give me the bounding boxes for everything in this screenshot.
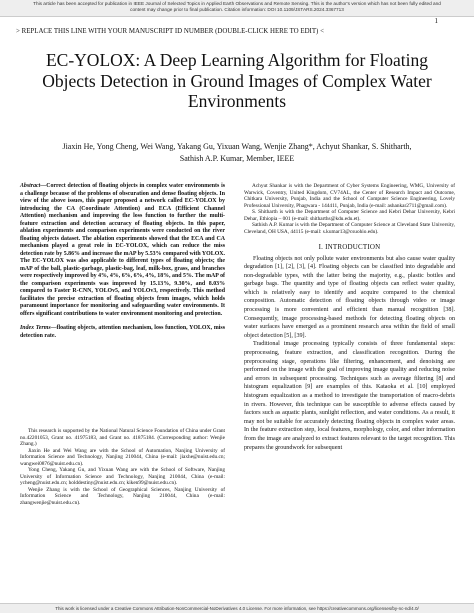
index-terms-text: —floating objects, attention mechanism, loss function, YOLOX, miss detection rate. (20, 325, 225, 339)
header-banner-line2: content may change prior to final publication. Citation information: DOI 10.1109/JSTARS.2024.3367713 (130, 7, 344, 12)
affiliation-footnote: Achyut Shankar is with the Department of Cyber Systems Engineering, WMG, University of Warwick, Coventry, United Kingdom, CV74AL, the Center of Research Impact and Outcome, Chitkara University, Punjab, India and the School of Computer Science Engineering, Lovely Professional University, Phagwara - 144411, Punjab, India (e-mail: ashankar2711@gmail.com). (244, 183, 455, 209)
introduction-body (244, 255, 455, 453)
body-paragraph: Traditional image processing typically consists of three fundamental steps: preprocessing, feature extraction, and classification recognition. During the preprocessing stage, operations like filtering, enhancement, and denoising are performed on the image with the goal of improving image quality and reducing noise and errors in subsequent processing. Techniques such as average filtering [8] and histogram equalization [9] are examples of this. Kataoka et al. [10] employed histogram equalization as a method to investigate the transportation of macro-debris in rivers. However, this technique can be susceptible to adverse effects caused by factors such as aquatic plants, sunlight reflection, and water conditions. As a result, it may not be suitable for accurately detecting floating objects in complex water areas. In the feature extraction step, local features, morphology, color, and other information from the image are analyzed to extract features relevant to the target recognition. This prepares the groundwork for subsequent (244, 341, 455, 451)
section-heading-introduction: I. INTRODUCTION (318, 243, 381, 251)
affiliation-footnote: Sathish A.P. Kumar is with the Department of Computer Science at Cleveland State University, Cleveland, OH USA, 44115 (e-mail: s.kumar13@csuohio.edu). (244, 222, 455, 235)
author-list (20, 141, 454, 165)
affiliation-footnote: Wenjie Zhang is with the School of Geographical Sciences, Nanjing University of Information Science and Technology, Nanjing 210044, China (e-mail: zhangwenjie@nuist.edu.cn). (20, 486, 225, 506)
abstract-lead: Abstract— (20, 183, 47, 189)
index-terms (20, 325, 225, 340)
author-line-1: Jiaxin He, Yong Cheng, Wei Wang, Yakang Gu, Yixuan Wang, Wenjie Zhang*, Achyut Shankar, S. Shitharth, (62, 142, 412, 151)
right-column (244, 183, 455, 452)
paper-title: EC-YOLOX: A Deep Learning Algorithm for Floating Objects Detection in Ground Images of Complex Water Environments (42, 50, 432, 111)
manuscript-id-note: > REPLACE THIS LINE WITH YOUR MANUSCRIPT ID NUMBER (DOUBLE-CLICK HERE TO EDIT) < (16, 28, 324, 35)
right-footnotes (244, 183, 455, 235)
left-footnotes (20, 428, 225, 506)
affiliation-footnote: S. Shitharth is with the Department of Computer Science and Kebri Dehar University, Kebri Dehar, Ethiopia – 001 (e-mail: shitharths@kdu.edu.et). (244, 209, 455, 222)
header-banner-line1: This article has been accepted for publication in IEEE Journal of Selected Topics in Applied Earth Observations and Remote Sensing. This is the author's version which has not been fully edited and (33, 1, 441, 6)
funding-footnote: This research is supported by the National Natural Science Foundation of China under Grant no.42201053, Grant no. 41975183, and Grant no. 41875184. (Corresponding author: Wenjie Zhang.) (20, 428, 225, 447)
abstract (20, 183, 225, 318)
body-paragraph: Floating objects not only pollute water environments but also cause water quality degradation [1], [2], [3], [4]. Floating objects can be classified into degradable and non-degradable types, with the latter being the majority, e.g., plastic bottles and garbage bags. The quantity and type of floating objects can reflect water quality, which is relatively easy to identify and acquire compared to the chemical composition. Automatic detection of floating objects through video or image processing is more convenient and efficient than manual recognition [38]. Consequently, image processing-based methods for detecting floating objects on water surfaces have emerged as a prominent research area within the field of small object detection [5], [39]. (244, 255, 455, 339)
page-number: 1 (434, 17, 438, 25)
index-terms-lead: Index Terms (20, 325, 51, 331)
header-banner (0, 0, 474, 17)
left-column (20, 183, 225, 340)
abstract-text: Correct detection of floating objects in complex water environments is a challenge because of the problems of obscuration and dense floating objects. In view of the above issues, this paper proposed a network called EC-YOLOX by introducing the CA (Coordinate Attention) and ECA (Efficient Channel Attention) mechanism and improving the loss function to further the multi-feature extraction and detection accuracy of floating objects. In this paper, ablation experiments and comparison experiments were conducted on the river floating objects dataset. The ablation experiments showed that the ECA and CA mechanism played a great role in EC-YOLOX, which can reduce the miss detection rate by 5.86% and increase the mAP by 5.53% compared with YOLOX. The EC-YOLOX was also applicable to different types of floating objects; the mAP of the ball, plastic-garbage, plastic-bag, leaf, milk-box, grass, and branches were respectively improved by 4%, 4%, 6%, 6%, 4%, 18%, and 5%. The mAP of the comparison experiments was improved by 15.13%, 9.30%, and 8.03% compared to Faster R-CNN, YOLOv5, and YOLOv3, respectively. This method facilitates the precise extraction of floating objects from images, which holds paramount importance for monitoring and safeguarding water environments. It offers significant contributions to water environment monitoring and protection. (20, 183, 225, 317)
affiliation-footnote: Jiaxin He and Wei Wang are with the School of Automation, Nanjing University of Information Science and Technology, Nanjing 210044, China (e-mail: jiaxhe@nuist.edu.cn; wangwei0876@nuist.edu.cn). (20, 447, 225, 467)
footer-license-banner: This work is licensed under a Creative Commons Attribution-NonCommercial-NoDerivatives 4.0 License. For more information, see https://creativecommons.org/licenses/by-nc-nd/4.0/ (0, 603, 474, 613)
affiliation-footnote: Yong Cheng, Yakang Gu, and Yixuan Wang are with the School of Software, Nanjing University of Information Science and Technology, Nanjing 210044, China (e-mail: ycheng@nuist.edu.cn; holddestiny@nuist.edu.cn; kiken99@nuist.edu.cn). (20, 467, 225, 486)
author-line-2: Sathish A.P. Kumar, Member, IEEE (179, 154, 295, 163)
